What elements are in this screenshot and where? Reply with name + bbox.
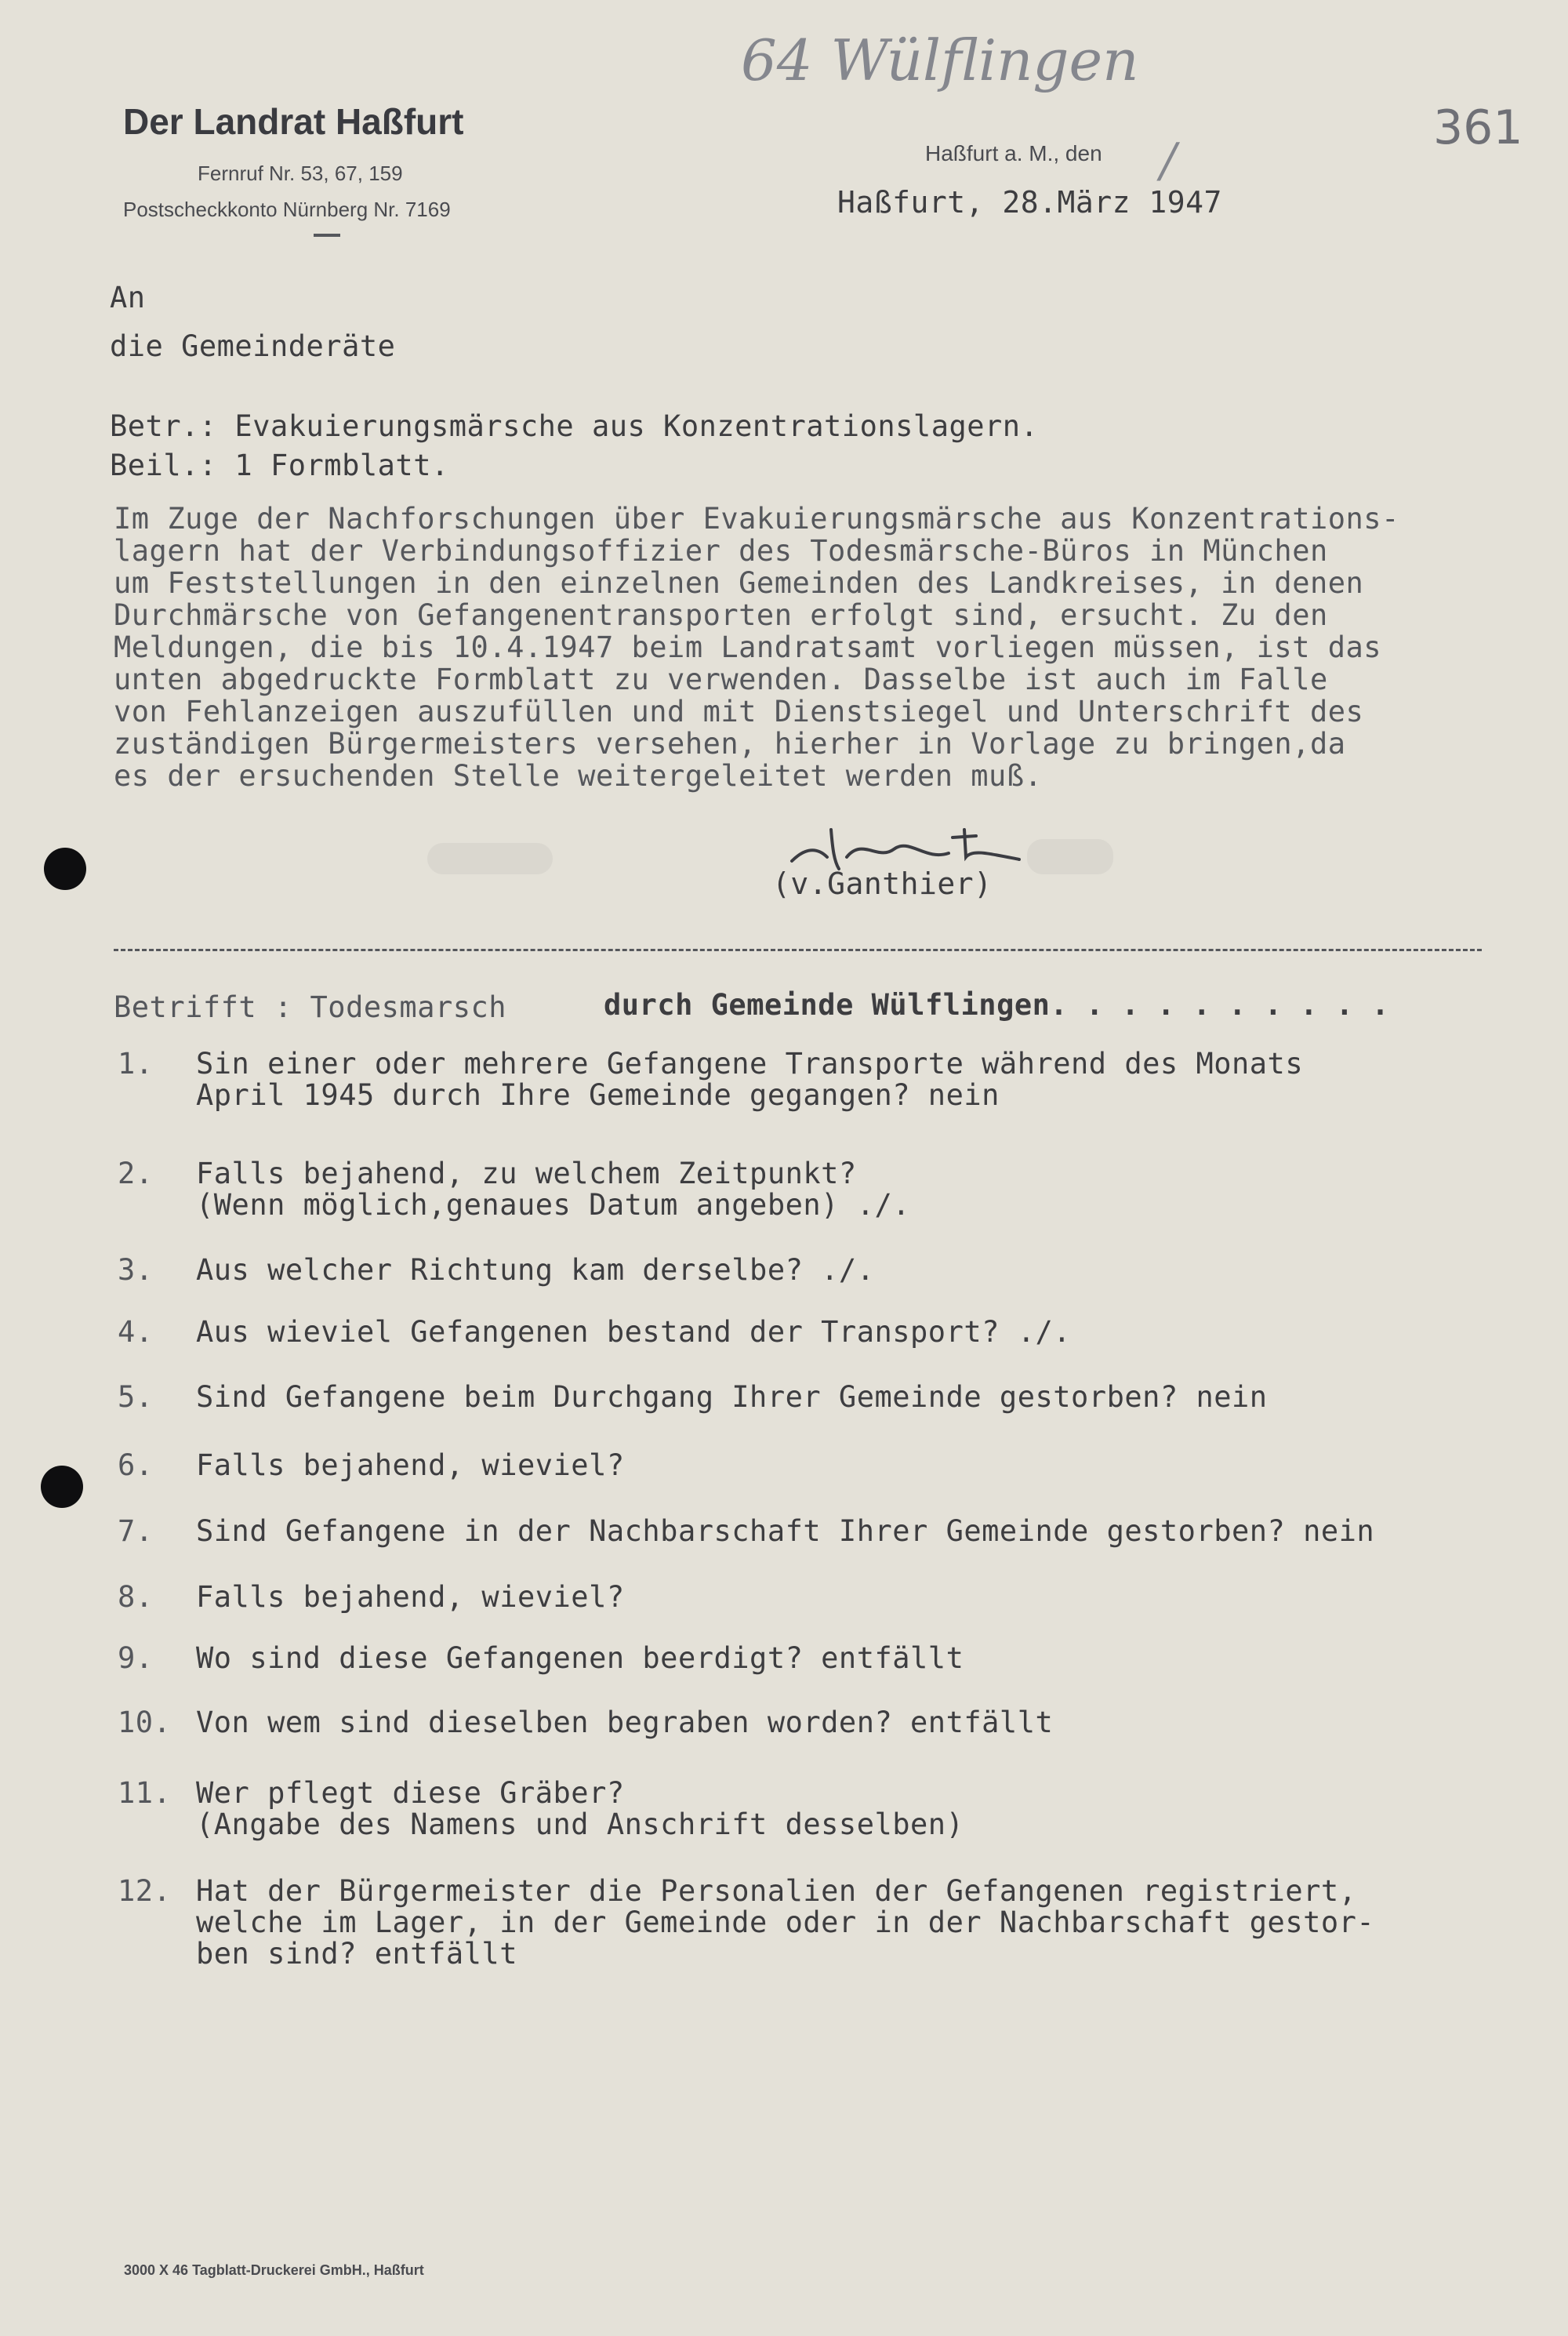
- attachment-line: Beil.: 1 Formblatt.: [110, 449, 449, 482]
- item-number: 11.: [118, 1776, 172, 1810]
- faint-stamp-right: [1027, 839, 1113, 874]
- item-text: ben sind? entfällt: [196, 1937, 517, 1971]
- item-text: Falls bejahend, wieviel?: [196, 1448, 625, 1482]
- body-line: Meldungen, die bis 10.4.1947 beim Landratsamt vorliegen müssen, ist das: [114, 630, 1382, 664]
- item-text: welche im Lager, in der Gemeinde oder in der Nachbarschaft gestor-: [196, 1905, 1375, 1939]
- item-text: Falls bejahend, zu welchem Zeitpunkt?: [196, 1157, 857, 1190]
- handwritten-slash: /: [1160, 133, 1177, 188]
- body-line: es der ersuchenden Stelle weitergeleitet werden muß.: [114, 759, 1043, 793]
- item-text: (Angabe des Namens und Anschrift desselben): [196, 1807, 964, 1841]
- item-text: Wo sind diese Gefangenen beerdigt? entfällt: [196, 1641, 964, 1675]
- item-number: 7.: [118, 1514, 154, 1548]
- body-line: lagern hat der Verbindungsoffizier des Todesmärsche-Büros in München: [114, 534, 1328, 568]
- item-text: Aus wieviel Gefangenen bestand der Transport? ./.: [196, 1315, 1072, 1349]
- body-line: zuständigen Bürgermeisters versehen, hierher in Vorlage zu bringen,da: [114, 727, 1346, 761]
- item-number: 10.: [118, 1706, 172, 1739]
- body-line: unten abgedruckte Formblatt zu verwenden. Dasselbe ist auch im Falle: [114, 663, 1328, 696]
- item-text: Hat der Bürgermeister die Personalien der Gefangenen registriert,: [196, 1874, 1357, 1908]
- letter-body: [114, 502, 1399, 791]
- item-text: Sin einer oder mehrere Gefangene Transporte während des Monats: [196, 1047, 1304, 1081]
- printer-imprint: 3000 X 46 Tagblatt-Druckerei GmbH., Haßfurt: [124, 2262, 424, 2278]
- item-number: 12.: [118, 1874, 172, 1908]
- item-text: Sind Gefangene beim Durchgang Ihrer Gemeinde gestorben? nein: [196, 1380, 1268, 1414]
- punch-hole-top: [44, 848, 86, 890]
- letterhead-authority: Der Landrat Haßfurt: [123, 101, 464, 142]
- item-text: Wer pflegt diese Gräber?: [196, 1776, 625, 1810]
- item-number: 3.: [118, 1253, 154, 1287]
- item-text: Aus welcher Richtung kam derselbe? ./.: [196, 1253, 875, 1287]
- letterhead-phone: Fernruf Nr. 53, 67, 159: [198, 162, 403, 185]
- item-text: (Wenn möglich,genaues Datum angeben) ./.: [196, 1188, 911, 1222]
- item-number: 6.: [118, 1448, 154, 1482]
- underline-mark: [314, 234, 340, 237]
- body-line: von Fehlanzeigen auszufüllen und mit Dienstsiegel und Unterschrift des: [114, 695, 1364, 728]
- address-line-2: die Gemeinderäte: [110, 329, 396, 363]
- cut-line: [114, 949, 1482, 951]
- page-number: 361: [1433, 100, 1523, 155]
- item-text: April 1945 durch Ihre Gemeinde gegangen? nein: [196, 1078, 1000, 1112]
- item-text: Von wem sind dieselben begraben worden? entfällt: [196, 1706, 1054, 1739]
- form-subject: Betrifft : Todesmarsch: [114, 990, 507, 1024]
- item-number: 8.: [118, 1580, 154, 1614]
- body-line: Durchmärsche von Gefangenentransporten erfolgt sind, ersucht. Zu den: [114, 598, 1328, 632]
- subject-line: Betr.: Evakuierungsmärsche aus Konzentrationslagern.: [110, 409, 1039, 443]
- letterhead-postal-account: Postscheckkonto Nürnberg Nr. 7169: [123, 198, 451, 221]
- letter-date: Haßfurt, 28.März 1947: [837, 185, 1222, 220]
- item-text: Sind Gefangene in der Nachbarschaft Ihrer Gemeinde gestorben? nein: [196, 1514, 1375, 1548]
- address-line-1: An: [110, 281, 146, 314]
- punch-hole-bottom: [41, 1466, 83, 1508]
- form-municipality: durch Gemeinde Wülflingen. . . . . . . . . .: [604, 988, 1390, 1022]
- faint-stamp-left: [427, 843, 553, 874]
- item-number: 1.: [118, 1047, 154, 1081]
- place-date-label: Haßfurt a. M., den: [925, 141, 1102, 165]
- body-line: um Feststellungen in den einzelnen Gemeinden des Landkreises, in denen: [114, 566, 1364, 600]
- item-number: 4.: [118, 1315, 154, 1349]
- item-number: 2.: [118, 1157, 154, 1190]
- item-number: 5.: [118, 1380, 154, 1414]
- item-text: Falls bejahend, wieviel?: [196, 1580, 625, 1614]
- item-number: 9.: [118, 1641, 154, 1675]
- signatory-name: (v.Ganthier): [772, 866, 993, 901]
- body-line: Im Zuge der Nachforschungen über Evakuierungsmärsche aus Konzentrations-: [114, 502, 1399, 536]
- handwritten-reference: 64 Wülflingen: [741, 27, 1139, 93]
